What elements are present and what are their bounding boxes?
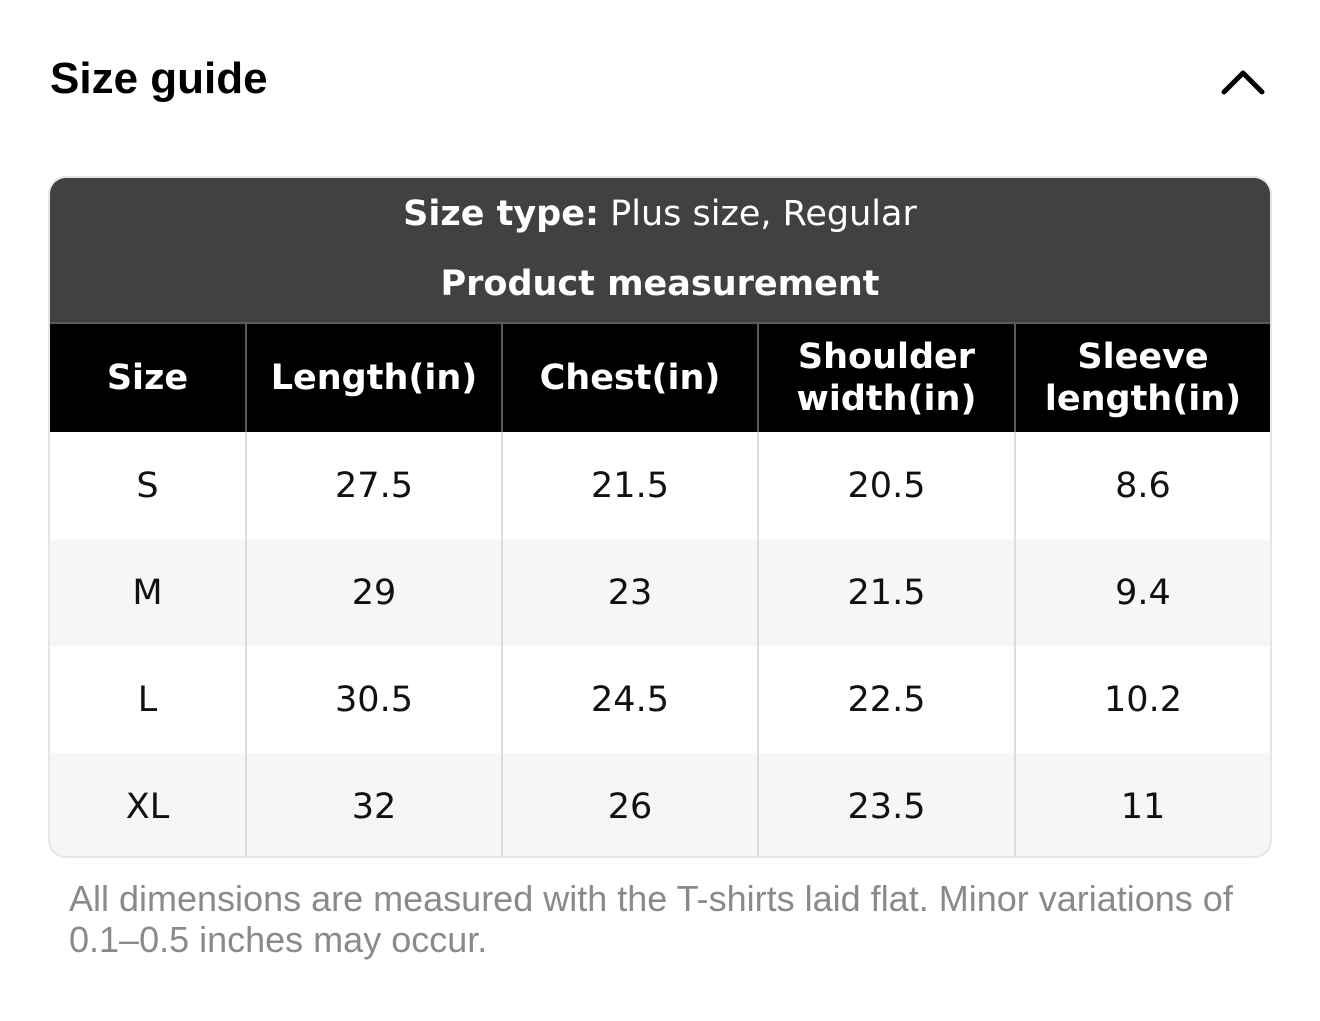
cell-chest: 26 [502, 753, 758, 858]
table-row [50, 432, 1270, 539]
size-table [50, 322, 1270, 858]
cell-chest: 21.5 [502, 432, 758, 539]
section-title: Product measurement [440, 264, 880, 304]
size-guide-header[interactable] [50, 50, 1270, 108]
column-header-length: Length(in) [246, 323, 502, 432]
column-header-chest: Chest(in) [502, 323, 758, 432]
cell-sleeve-length: 10.2 [1015, 646, 1270, 753]
chevron-up-icon [1216, 54, 1270, 104]
cell-size: L [50, 646, 246, 753]
size-type-label: Size type: [403, 194, 599, 234]
cell-size: S [50, 432, 246, 539]
size-type [50, 192, 1270, 236]
table-caption [50, 178, 1270, 322]
cell-size: M [50, 539, 246, 646]
page-title: Size guide [50, 54, 268, 103]
column-header-shoulder-width [758, 323, 1015, 432]
column-header-sleeve-length-label: Sleeve length(in) [1044, 337, 1242, 419]
cell-length: 27.5 [246, 432, 502, 539]
cell-length: 29 [246, 539, 502, 646]
table-row [50, 539, 1270, 646]
cell-chest: 24.5 [502, 646, 758, 753]
cell-sleeve-length: 8.6 [1015, 432, 1270, 539]
cell-chest: 23 [502, 539, 758, 646]
cell-shoulder-width: 20.5 [758, 432, 1015, 539]
size-type-value: Plus size, Regular [610, 194, 917, 234]
size-table-card [48, 176, 1272, 858]
column-header-shoulder-width-label: Shoulder width(in) [796, 337, 977, 419]
column-header-size: Size [50, 323, 246, 432]
cell-shoulder-width: 21.5 [758, 539, 1015, 646]
cell-shoulder-width: 22.5 [758, 646, 1015, 753]
cell-length: 32 [246, 753, 502, 858]
cell-shoulder-width: 23.5 [758, 753, 1015, 858]
measurement-note: All dimensions are measured with the T-shirts laid flat. Minor variations of 0.1–0.5 inches may occur. [69, 878, 1233, 960]
cell-sleeve-length: 11 [1015, 753, 1270, 858]
table-row [50, 646, 1270, 753]
table-header-row [50, 323, 1270, 432]
collapse-button[interactable] [1216, 54, 1270, 104]
column-header-sleeve-length [1015, 323, 1270, 432]
cell-length: 30.5 [246, 646, 502, 753]
cell-size: XL [50, 753, 246, 858]
table-row [50, 753, 1270, 858]
cell-sleeve-length: 9.4 [1015, 539, 1270, 646]
